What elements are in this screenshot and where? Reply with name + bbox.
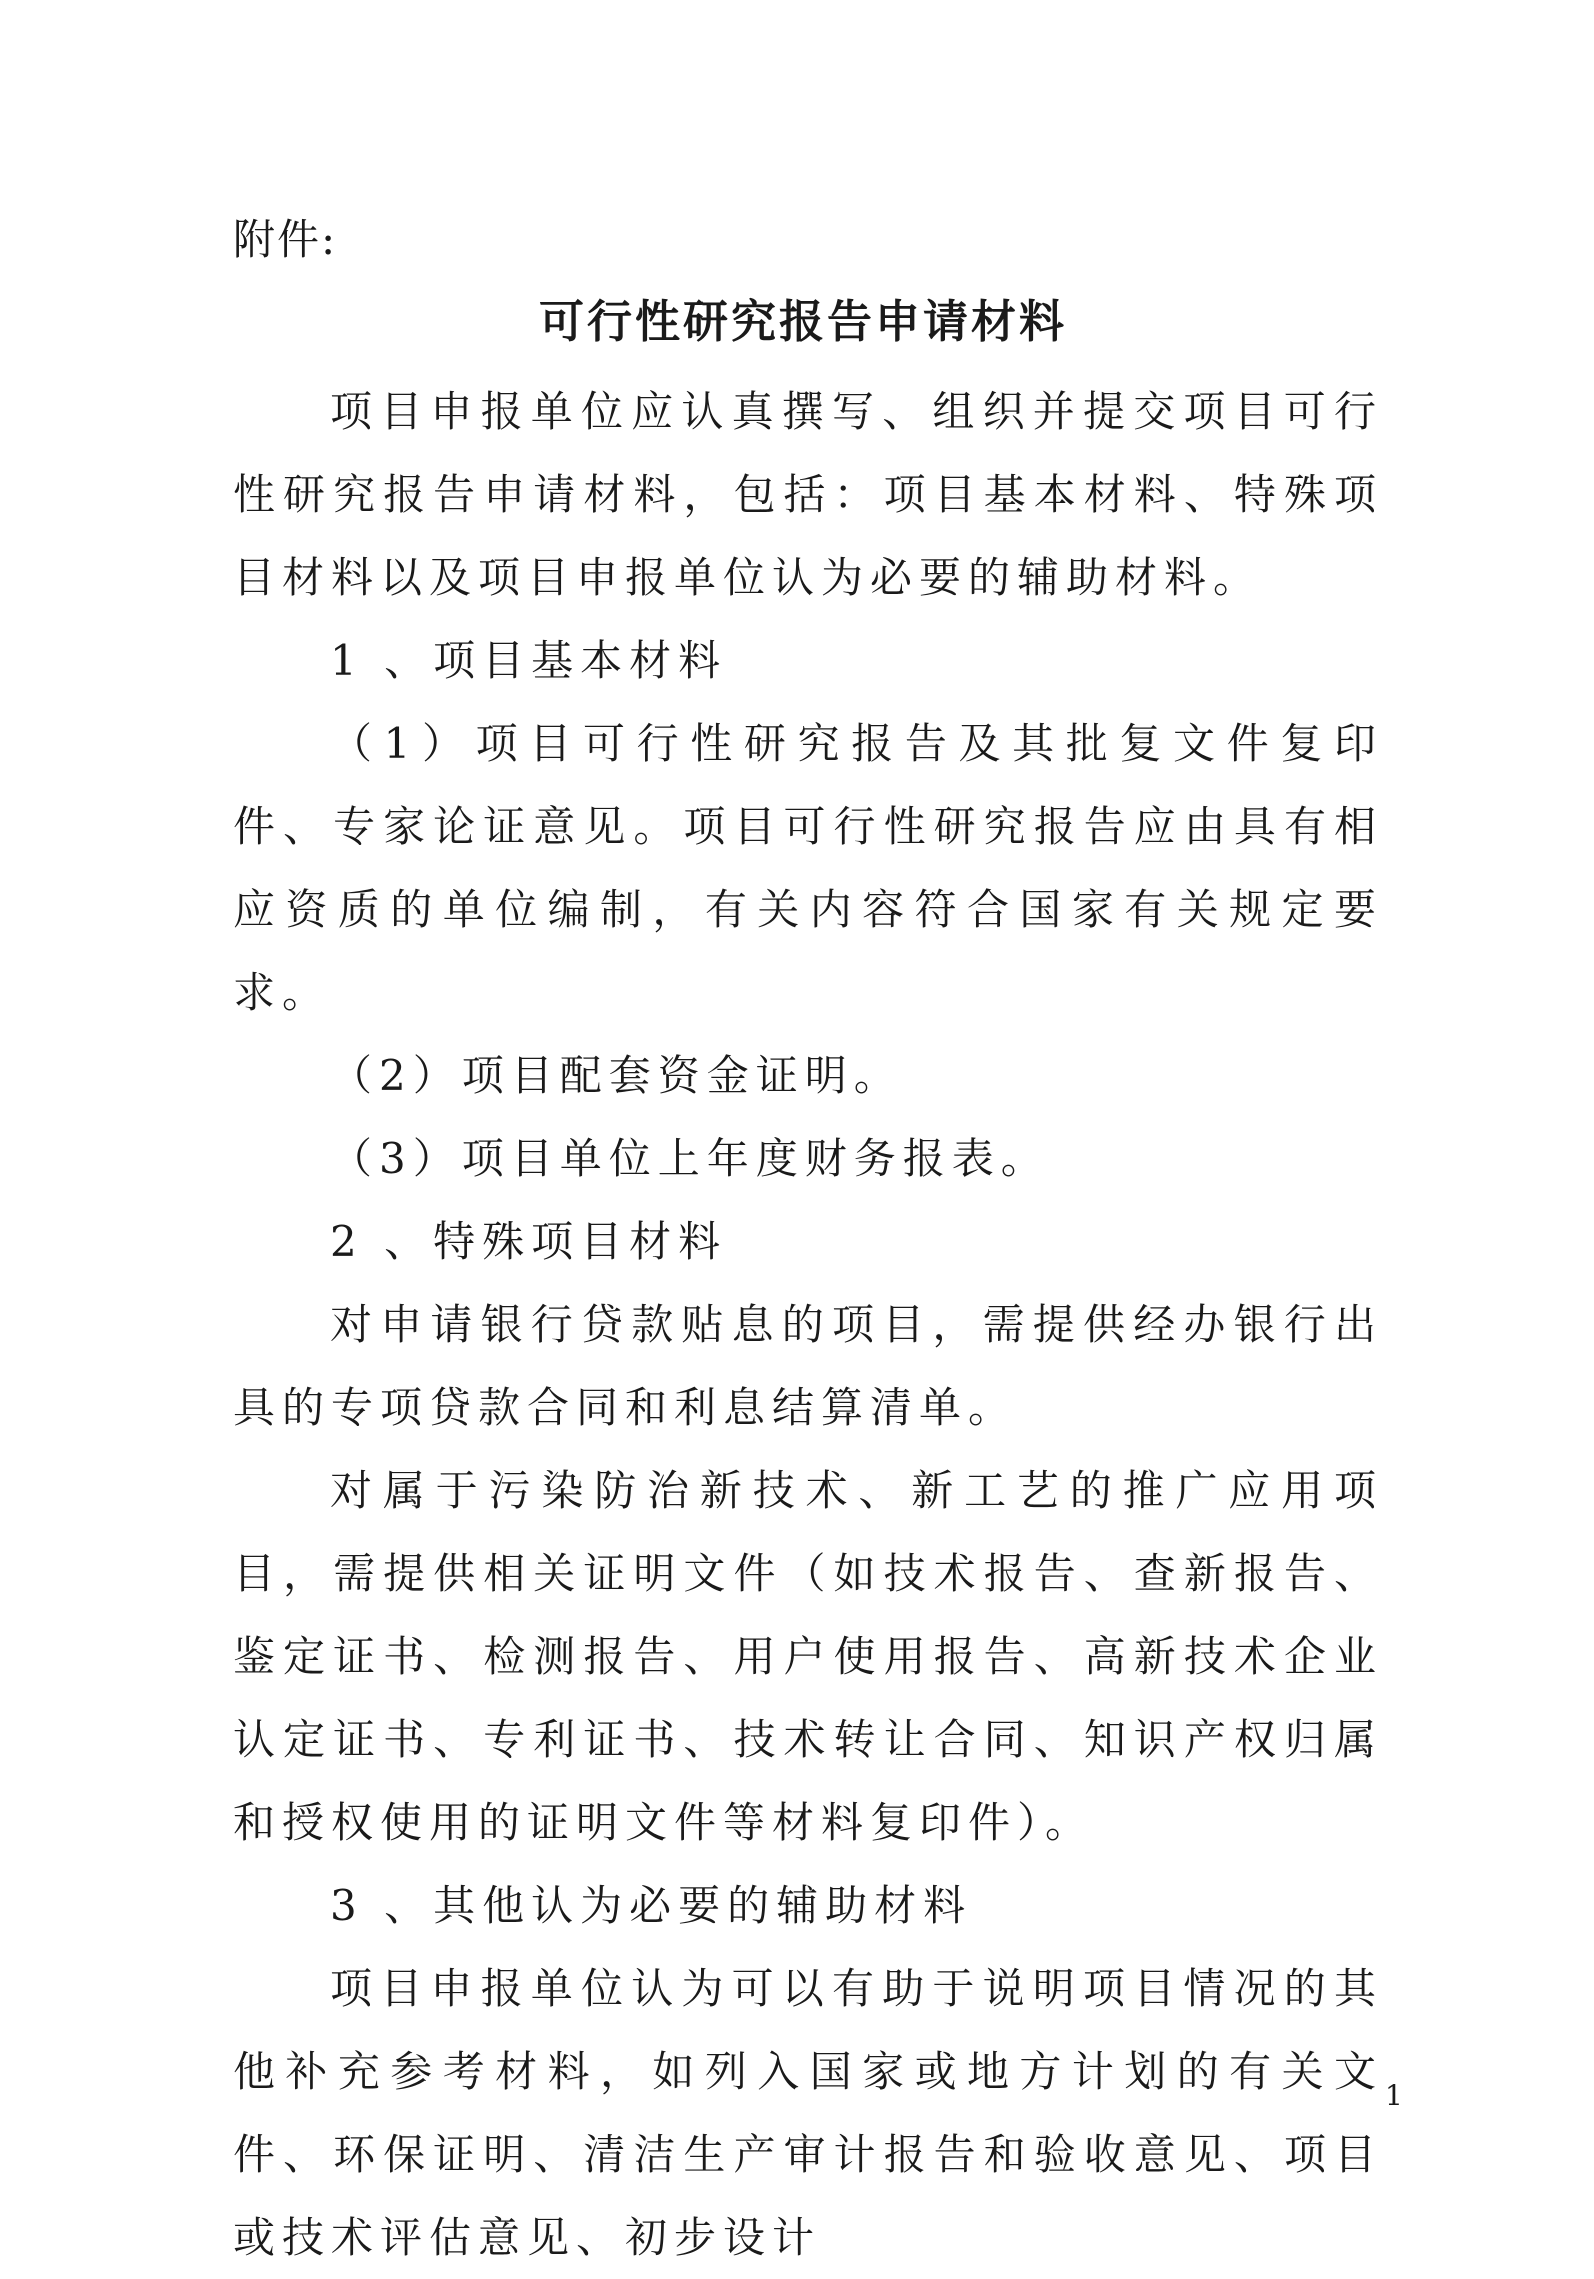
section-1-item-3: （3）项目单位上年度财务报表。 bbox=[330, 1134, 1050, 1183]
section-2-heading: 2 、特殊项目材料 bbox=[330, 1217, 728, 1266]
section-1-item-2: （2）项目配套资金证明。 bbox=[330, 1051, 903, 1100]
section-3-heading: 3 、其他认为必要的辅助材料 bbox=[330, 1881, 973, 1930]
document-body bbox=[233, 370, 1383, 2279]
attachment-label: 附件: bbox=[233, 215, 338, 264]
page-number: 1 bbox=[1385, 2079, 1403, 2112]
section-2-paragraph-2: 对属于污染防治新技术、新工艺的推广应用项目，需提供相关证明文件（如技术报告、查新报告、鉴定证书、检测报告、用户使用报告、高新技术企业认定证书、专利证书、技术转让合同、知识产权归属和授权使用的证明文件等材料复印件）。 bbox=[233, 1466, 1383, 1847]
section-3-paragraph-1: 项目申报单位认为可以有助于说明项目情况的其他补充参考材料，如列入国家或地方计划的有关文件、环保证明、清洁生产审计报告和验收意见、项目或技术评估意见、初步设计 bbox=[233, 1964, 1383, 2262]
section-1-item-1: （1）项目可行性研究报告及其批复文件复印件、专家论证意见。项目可行性研究报告应由具有相应资质的单位编制，有关内容符合国家有关规定要求。 bbox=[233, 719, 1383, 1017]
section-2-paragraph-1: 对申请银行贷款贴息的项目，需提供经办银行出具的专项贷款合同和利息结算清单。 bbox=[233, 1300, 1383, 1432]
intro-paragraph: 项目申报单位应认真撰写、组织并提交项目可行性研究报告申请材料，包括：项目基本材料、特殊项目材料以及项目申报单位认为必要的辅助材料。 bbox=[233, 387, 1383, 602]
section-1-heading: 1 、项目基本材料 bbox=[330, 636, 728, 685]
document-title: 可行性研究报告申请材料 bbox=[538, 295, 1067, 348]
